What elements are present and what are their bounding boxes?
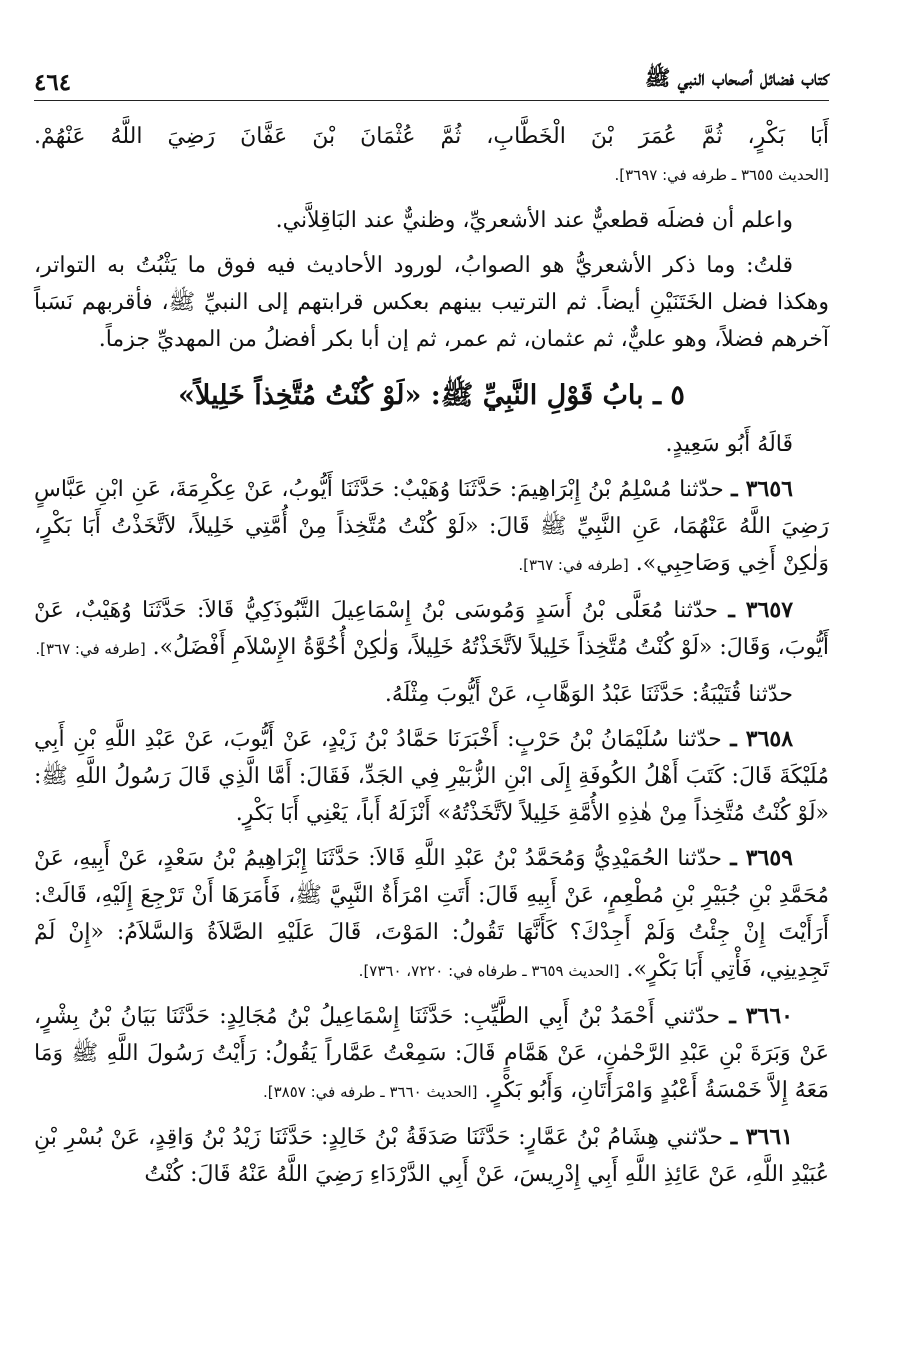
hadith-reference: [الحديث ٣٦٥٩ ـ طرفاه في: ٧٢٢٠، ٧٣٦٠]. bbox=[358, 962, 620, 980]
hadith-reference: [طرفه في: ٣٦٧]. bbox=[35, 640, 146, 658]
hadith-text: حدّثنا سُلَيْمَانُ بْنُ حَرْبٍ: أَخْبَرَنَا حَمَّادُ بْنُ زَيْدٍ، عَنْ أَيُّوبَ، عَنْ عَبْدِ اللَّهِ بْنِ أَبِي مُلَيْكَةَ قَالَ: كَتَبَ أَهْلُ الكُوفَةِ إِلَى ابْنِ الزُّبَيْرِ فِي الجَدِّ، فَقَالَ: أَمَّا الَّذِي قَالَ رَسُولُ اللَّهِ ﷺ: «لَوْ كُنْتُ مُتَّخِذاً مِنْ هٰذِهِ الأُمَّةِ خَلِيلاً لاَتَّخَذْتُهُ» أَنْزَلَهُ أَباً، يَعْنِي أَبَا بَكْرٍ. bbox=[34, 727, 829, 826]
book-title: كتاب فضائل أصحاب النبي ﷺ bbox=[644, 65, 829, 90]
hadith-3658 bbox=[34, 721, 829, 832]
paragraph-text: أَبَا بَكْرٍ، ثُمَّ عُمَرَ بْنَ الْخَطَّابِ، ثُمَّ عُثْمَانَ بْنَ عَفَّانَ رَضِيَ اللَّهُ عَنْهُمْ. bbox=[34, 124, 829, 149]
hadith-text: حدّثني هِشَامُ بْنُ عَمَّارٍ: حَدَّثَنَا صَدَقَةُ بْنُ خَالِدٍ: حَدَّثَنَا زَيْدُ بْنُ وَاقِدٍ، عَنْ بُسْرِ بْنِ عُبَيْدِ اللَّهِ، عَنْ عَائِذِ اللَّهِ أَبِي إِدْرِيسَ، عَنْ أَبِي الدَّرْدَاءِ رَضِيَ اللَّهُ عَنْهُ قَالَ: كُنْتُ bbox=[34, 1125, 829, 1187]
page-body bbox=[34, 118, 829, 1201]
hadith-reference: [الحديث ٣٦٦٠ ـ طرفه في: ٣٨٥٧]. bbox=[262, 1083, 478, 1101]
hadith-3659 bbox=[34, 840, 829, 990]
chapter-title: بابُ قَوْلِ النَّبِيِّ ﷺ: bbox=[430, 380, 644, 411]
hadith-reference: [الحديث ٣٦٥٥ ـ طرفه في: ٣٦٩٧]. bbox=[614, 166, 829, 184]
hadith-3660 bbox=[34, 998, 829, 1111]
chapter-quote: «لَوْ كُنْتُ مُتَّخِذاً خَلِيلاً» bbox=[178, 380, 422, 411]
chapter-number: ٥ ـ bbox=[653, 380, 685, 411]
hadith-3657 bbox=[34, 592, 829, 668]
hadith-number: ٣٦٥٨ ـ bbox=[730, 726, 794, 752]
hadith-text: حدّثنا مُعَلَّى بْنُ أَسَدٍ وَمُوسَى بْنُ إِسْمَاعِيلَ التَّبُوذَكِيُّ قَالاَ: حَدَّثَنَا وُهَيْبٌ، عَنْ أَيُّوبَ، وَقَالَ: «لَوْ كُنْتُ مُتَّخِذاً خَلِيلاً لاَتَّخَذْتُهُ خَلِيلاً، وَلٰكِنْ أُخُوَّةُ الإِسْلاَمِ أَفْضَلُ». bbox=[34, 598, 829, 660]
hadith-number: ٣٦٥٧ ـ bbox=[728, 597, 794, 623]
paragraph-continuation bbox=[34, 118, 829, 194]
paragraph-commentary: قلتُ: وما ذكر الأشعريُّ هو الصوابُ، لورود الأحاديث فيه فوق ما يَثْبُتُ به التواتر، وهكذا فضل الخَتَنَيْنِ أيضاً. ثم الترتيب بينهم بعكس قرابتهم إلى النبيِّ ﷺ، فأقربهم نَسَباً آخرهم فضلاً، وهو عليٌّ، ثم عثمان، ثم عمر، ثم إن أبا بكر أفضلُ من المهديِّ جزماً. bbox=[34, 253, 829, 352]
hadith-text: حدّثنا الحُمَيْدِيُّ وَمُحَمَّدُ بْنُ عَبْدِ اللَّهِ قَالاَ: حَدَّثَنَا إِبْرَاهِيمُ بْنُ سَعْدٍ، عَنْ أَبِيهِ، عَنْ مُحَمَّدِ بْنِ جُبَيْرِ بْنِ مُطْعِمٍ، عَنْ أَبِيهِ قَالَ: أَتَتِ امْرَأَةٌ النَّبِيَّ ﷺ، فَأَمَرَهَا أَنْ تَرْجِعَ إِلَيْهِ، قَالَتْ: أَرَأَيْتَ إِنْ جِئْتُ وَلَمْ أَجِدْكَ؟ كَأَنَّهَا تَقُولُ: المَوْتَ، قَالَ عَلَيْهِ الصَّلاَةُ وَالسَّلاَمُ: «إِنْ لَمْ تَجِدِينِي، فَأْتِي أَبَا بَكْرٍ». bbox=[34, 846, 829, 982]
running-header bbox=[34, 60, 829, 101]
page-number: ٤٦٤ bbox=[34, 69, 72, 96]
hadith-number: ٣٦٥٦ ـ bbox=[731, 476, 793, 502]
hadith-3661 bbox=[34, 1119, 829, 1193]
hadith-number: ٣٦٥٩ ـ bbox=[730, 845, 793, 871]
hadith-text: حدّثني أَحْمَدُ بْنُ أَبِي الطَّيِّبِ: حَدَّثَنَا إِسْمَاعِيلُ بْنُ مُجَالِدٍ: حَدَّثَنَا بَيَانُ بْنُ بِشْرٍ، عَنْ وَبَرَةَ بْنِ عَبْدِ الرَّحْمٰنِ، عَنْ هَمَّامٍ قَالَ: سَمِعْتُ عَمَّاراً يَقُولُ: رَأَيْتُ رَسُولَ اللَّهِ ﷺ وَمَا مَعَهُ إِلاَّ خَمْسَةُ أَعْبُدٍ وَامْرَأَتَانِ، وَأَبُو بَكْرٍ. bbox=[34, 1004, 829, 1103]
hadith-text: حدّثنا مُسْلِمُ بْنُ إِبْرَاهِيمَ: حَدَّثَنَا وُهَيْبٌ: حَدَّثَنَا أَيُّوبُ، عَنْ عِكْرِمَةَ، عَنِ ابْنِ عَبَّاسٍ رَضِيَ اللَّهُ عَنْهُمَا، عَنِ النَّبِيِّ ﷺ قَالَ: «لَوْ كُنْتُ مُتَّخِذاً مِنْ أُمَّتِي خَلِيلاً، لاَتَّخَذْتُ أَبَا بَكْرٍ، وَلٰكِنْ أَخِي وَصَاحِبِي». bbox=[34, 477, 829, 576]
chapter-heading bbox=[34, 376, 829, 416]
hadith-number: ٣٦٦٠ ـ bbox=[729, 1003, 793, 1029]
paragraph-note: واعلم أن فضلَه قطعيٌّ عند الأشعريِّ، وظنيٌّ عند البَاقِلاَّني. bbox=[275, 208, 793, 233]
hadith-chain-note: حدّثنا قُتَيْبَةُ: حَدَّثَنَا عَبْدُ الوَهَّابِ، عَنْ أَيُّوبَ مِثْلَهُ. bbox=[384, 682, 793, 707]
hadith-reference: [طرفه في: ٣٦٧]. bbox=[518, 556, 629, 574]
hadith-number: ٣٦٦١ ـ bbox=[730, 1124, 793, 1150]
chapter-attribution: قَالَهُ أَبُو سَعِيدٍ. bbox=[665, 432, 793, 457]
hadith-3656 bbox=[34, 471, 829, 584]
